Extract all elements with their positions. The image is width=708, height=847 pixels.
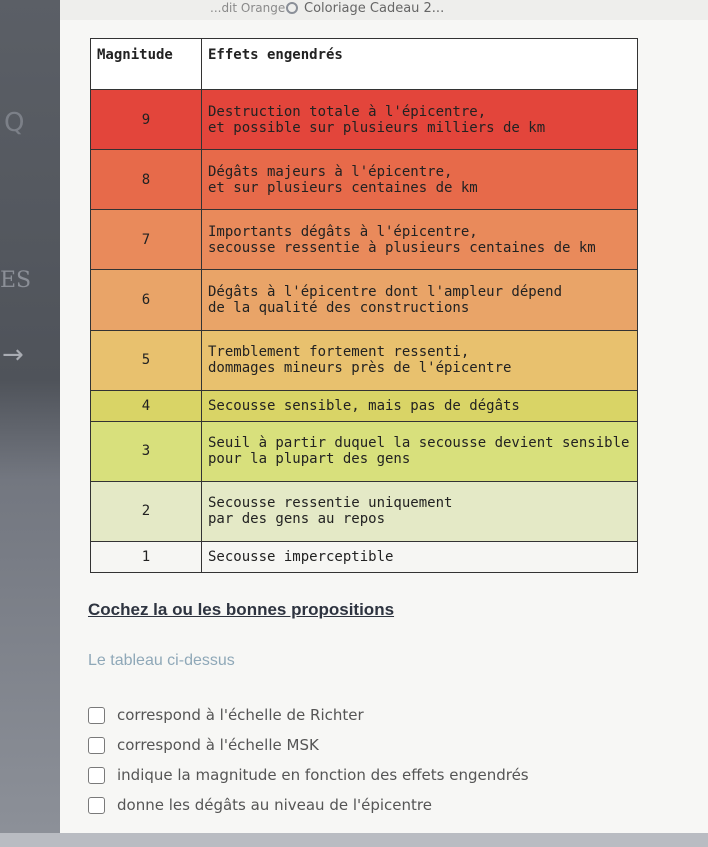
table-row (91, 330, 638, 390)
option-label[interactable]: correspond à l'échelle de Richter (117, 706, 364, 724)
left-sidebar-strip (0, 0, 60, 847)
effect-cell: Dégâts majeurs à l'épicentre, et sur plusieurs centaines de km (202, 150, 638, 210)
answer-options (88, 700, 529, 820)
table-row (91, 150, 638, 210)
table-row (91, 270, 638, 330)
question-intro: Le tableau ci-dessus (88, 652, 235, 669)
magnitude-table (90, 38, 638, 573)
faded-es-glyph: ES (0, 268, 32, 293)
browser-tab-bar (60, 0, 708, 21)
effect-cell: Tremblement fortement ressenti, dommages mineurs près de l'épicentre (202, 330, 638, 390)
magnitude-cell: 4 (91, 390, 202, 421)
magnitude-cell: 8 (91, 150, 202, 210)
bottom-bar (0, 833, 708, 847)
magnitude-header: Magnitude (91, 39, 202, 90)
magnitude-cell: 9 (91, 90, 202, 150)
magnitude-cell: 2 (91, 481, 202, 541)
effect-cell: Secousse ressentie uniquement par des gens au repos (202, 481, 638, 541)
table-row (91, 541, 638, 572)
effect-cell: Seuil à partir duquel la secousse devient sensible pour la plupart des gens (202, 421, 638, 481)
effect-cell: Destruction totale à l'épicentre, et possible sur plusieurs milliers de km (202, 90, 638, 150)
table-row (91, 390, 638, 421)
quiz-page (60, 20, 708, 847)
tab-left-text[interactable]: ...dit Orange (210, 1, 286, 15)
checkbox-msk[interactable] (88, 737, 105, 754)
magnitude-cell: 7 (91, 210, 202, 270)
magnitude-cell: 3 (91, 421, 202, 481)
option-label[interactable]: donne les dégâts au niveau de l'épicentre (117, 796, 432, 814)
option-msk[interactable] (88, 730, 529, 760)
table-header-row (91, 39, 638, 90)
faded-q-glyph: Q (4, 108, 25, 138)
effect-cell: Secousse imperceptible (202, 541, 638, 572)
checkbox-epicenter-damage[interactable] (88, 797, 105, 814)
checkbox-magnitude-effects[interactable] (88, 767, 105, 784)
table-row (91, 421, 638, 481)
table-row (91, 90, 638, 150)
option-epicenter-damage[interactable] (88, 790, 529, 820)
effects-header: Effets engendrés (202, 39, 638, 90)
option-magnitude-effects[interactable] (88, 760, 529, 790)
effect-cell: Dégâts à l'épicentre dont l'ampleur dépend de la qualité des constructions (202, 270, 638, 330)
effect-cell: Importants dégâts à l'épicentre, secousse ressentie à plusieurs centaines de km (202, 210, 638, 270)
arrow-right-icon[interactable]: → (2, 340, 24, 370)
magnitude-cell: 6 (91, 270, 202, 330)
tab-favicon-icon (286, 2, 298, 14)
magnitude-cell: 5 (91, 330, 202, 390)
table-row (91, 210, 638, 270)
magnitude-cell: 1 (91, 541, 202, 572)
table-row (91, 481, 638, 541)
checkbox-richter[interactable] (88, 707, 105, 724)
option-label[interactable]: indique la magnitude en fonction des effets engendrés (117, 766, 529, 784)
question-instruction: Cochez la ou les bonnes propositions (88, 600, 395, 619)
effect-cell: Secousse sensible, mais pas de dégâts (202, 390, 638, 421)
tab-title[interactable]: Coloriage Cadeau 2... (304, 1, 445, 16)
option-richter[interactable] (88, 700, 529, 730)
option-label[interactable]: correspond à l'échelle MSK (117, 736, 319, 754)
